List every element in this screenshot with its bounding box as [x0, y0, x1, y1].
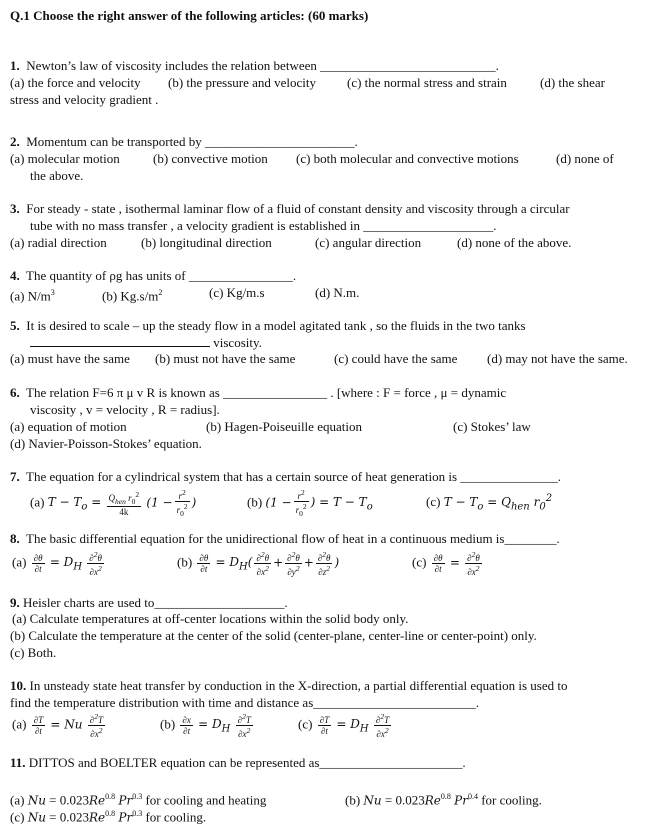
option-b: (b) $Kg.s/m^2$	[102, 288, 163, 304]
option-b: (b) the pressure and velocity	[168, 75, 317, 90]
question-text: Newton’s law of viscosity includes the relation between ___________________________.	[26, 58, 499, 73]
option-c: (c) Kg/m.s	[209, 285, 265, 300]
question-text: The equation for a cylindrical system that has a certain source of heat generation is _______________.	[26, 469, 562, 484]
option-d: (d) may not have the same.	[487, 351, 628, 366]
option-c: (c) angular direction	[315, 235, 422, 250]
question-7-stem	[10, 469, 561, 485]
option-d: (d) N.m.	[315, 285, 360, 300]
question-text: The relation F=6 π μ v R is known as ________________ . [where : F = force , μ = dynamic	[26, 385, 507, 400]
question-number: 1.	[10, 58, 20, 73]
question-8-option-a: (a) $\frac{\partial\theta}{\partial t}$ = $D_H$ $\frac{\partial^2\theta}{\partial x^2}$	[12, 550, 102, 577]
question-7-option-a: (a) $T - T_o$ = $\frac{Q_{hen} r_0^2}{4k}$ (1 − $\frac{r^2}{r_0^2}$ )	[30, 488, 197, 518]
question-6-stem-line-2: viscosity , v = velocity , R = radius].	[30, 402, 220, 417]
question-8-option-c: (c) $\frac{\partial\theta}{\partial t}$ = $\frac{\partial^2\theta}{\partial x^2}$	[412, 550, 480, 577]
question-10-option-c: (c) $\frac{\partial T}{\partial t}$ = $D_H$ $\frac{\partial^2T}{\partial x^2}$	[298, 712, 390, 739]
question-1-continuation: stress and velocity gradient .	[10, 92, 159, 107]
question-6-stem	[10, 385, 506, 401]
question-9-option-a: (a) Calculate temperatures at off-center locations within the solid body only.	[12, 611, 409, 626]
question-text-end: viscosity.	[213, 335, 262, 350]
option-b: (b) convective motion	[153, 151, 268, 166]
question-3-stem	[10, 201, 570, 217]
question-10-stem-line-2: find the temperature distribution with time and distance as_________________________.	[10, 695, 480, 710]
question-5-stem-line-2	[30, 334, 262, 351]
question-8-stem	[10, 531, 560, 547]
section-header: Q.1 Choose the right answer of the following articles: (60 marks)	[10, 8, 369, 23]
question-9-stem	[10, 595, 288, 611]
option-a: (a) molecular motion	[10, 151, 120, 166]
question-number: 11.	[10, 755, 26, 770]
question-10-option-a: (a) $\frac{\partial T}{\partial t}$ = Nu $\frac{\partial^2T}{\partial x^2}$	[12, 712, 103, 739]
question-10-stem	[10, 678, 568, 694]
question-number: 6.	[10, 385, 20, 400]
option-d: (d) none of the above.	[457, 235, 572, 250]
option-c: (c) the normal stress and strain	[347, 75, 507, 90]
question-number: 7.	[10, 469, 20, 484]
question-11-option-c: (c) $Nu = 0.023Re^{0.8}$ $Pr^{0.3}$ for cooling.	[10, 809, 207, 825]
question-text: Heisler charts are used to____________________.	[23, 595, 288, 610]
option-d: (d) none of	[556, 151, 614, 166]
question-3-stem-line-2: tube with no mass transfer , a velocity gradient is established in ____________________.	[30, 218, 497, 233]
question-6-option-d: (d) Navier-Poisson-Stokes’ equation.	[10, 436, 202, 451]
option-a: (a) equation of motion	[10, 419, 127, 434]
option-a: (a) must have the same	[10, 351, 130, 366]
question-8-option-b: (b) $\frac{\partial\theta}{\partial t}$ = $D_H$( $\frac{\partial^2\theta}{\partial x^2}$ + $\frac{\partial^2\theta}{\partial y^2}$ + $\frac{\partial^2\theta}{\partial z^2}$ )	[177, 550, 340, 577]
question-4-stem	[10, 268, 296, 284]
answer-blank	[30, 334, 210, 347]
question-2-continuation: the above.	[30, 168, 84, 183]
question-5-stem	[10, 318, 526, 334]
question-number: 2.	[10, 134, 20, 149]
question-text: It is desired to scale – up the steady flow in a model agitated tank , so the fluids in the two tanks	[26, 318, 526, 333]
question-9-option-b: (b) Calculate the temperature at the center of the solid (center-plane, center-line or center-point) only.	[10, 628, 537, 643]
question-number: 8.	[10, 531, 20, 546]
question-1-stem	[10, 58, 499, 74]
question-number: 4.	[10, 268, 20, 283]
question-2-stem	[10, 134, 358, 150]
option-b: (b) must not have the same	[155, 351, 296, 366]
question-text: Momentum can be transported by _______________________.	[26, 134, 358, 149]
option-b: (b) longitudinal direction	[141, 235, 272, 250]
option-c: (c) Stokes’ law	[453, 419, 531, 434]
question-11-stem	[10, 755, 466, 771]
question-text: The basic differential equation for the unidirectional flow of heat in a continuous medium is________.	[26, 531, 560, 546]
option-a: (a) $N/m^3$	[10, 288, 55, 304]
question-number: 10.	[10, 678, 27, 693]
question-11-option-a: (a) $Nu = 0.023Re^{0.8}$ $Pr^{0.3}$ for cooling and heating	[10, 792, 267, 808]
option-c: (c) both molecular and convective motions	[296, 151, 519, 166]
question-10-option-b: (b) $\frac{\partial x}{\partial t}$ = $D_H$ $\frac{\partial^2T}{\partial x^2}$	[160, 712, 251, 739]
option-a: (a) radial direction	[10, 235, 107, 250]
question-text: DITTOS and BOELTER equation can be represented as______________________.	[28, 755, 466, 770]
question-7-option-b: (b) (1 − $\frac{r^2}{r_0^2}$ ) = $T - T_o$	[247, 488, 373, 518]
question-number: 3.	[10, 201, 20, 216]
question-number: 9.	[10, 595, 20, 610]
question-number: 5.	[10, 318, 20, 333]
option-c: (c) could have the same	[334, 351, 458, 366]
question-7-option-c: (c) $T - T_o = Q_{hen}$ $r_0^2$	[426, 493, 553, 513]
option-a: (a) the force and velocity	[10, 75, 141, 90]
question-text: In unsteady state heat transfer by conduction in the X-direction, a partial differential equation is used to	[29, 678, 568, 693]
question-text: The quantity of ρg has units of ________________.	[26, 268, 297, 283]
question-11-option-b: (b) $Nu = 0.023Re^{0.8}$ $Pr^{0.4}$ for cooling.	[345, 792, 542, 808]
question-text: For steady - state , isothermal laminar flow of a fluid of constant density and viscosity through a circular	[26, 201, 570, 216]
question-9-option-c: (c) Both.	[10, 645, 57, 660]
option-b: (b) Hagen-Poiseuille equation	[206, 419, 362, 434]
option-d: (d) the shear	[540, 75, 605, 90]
